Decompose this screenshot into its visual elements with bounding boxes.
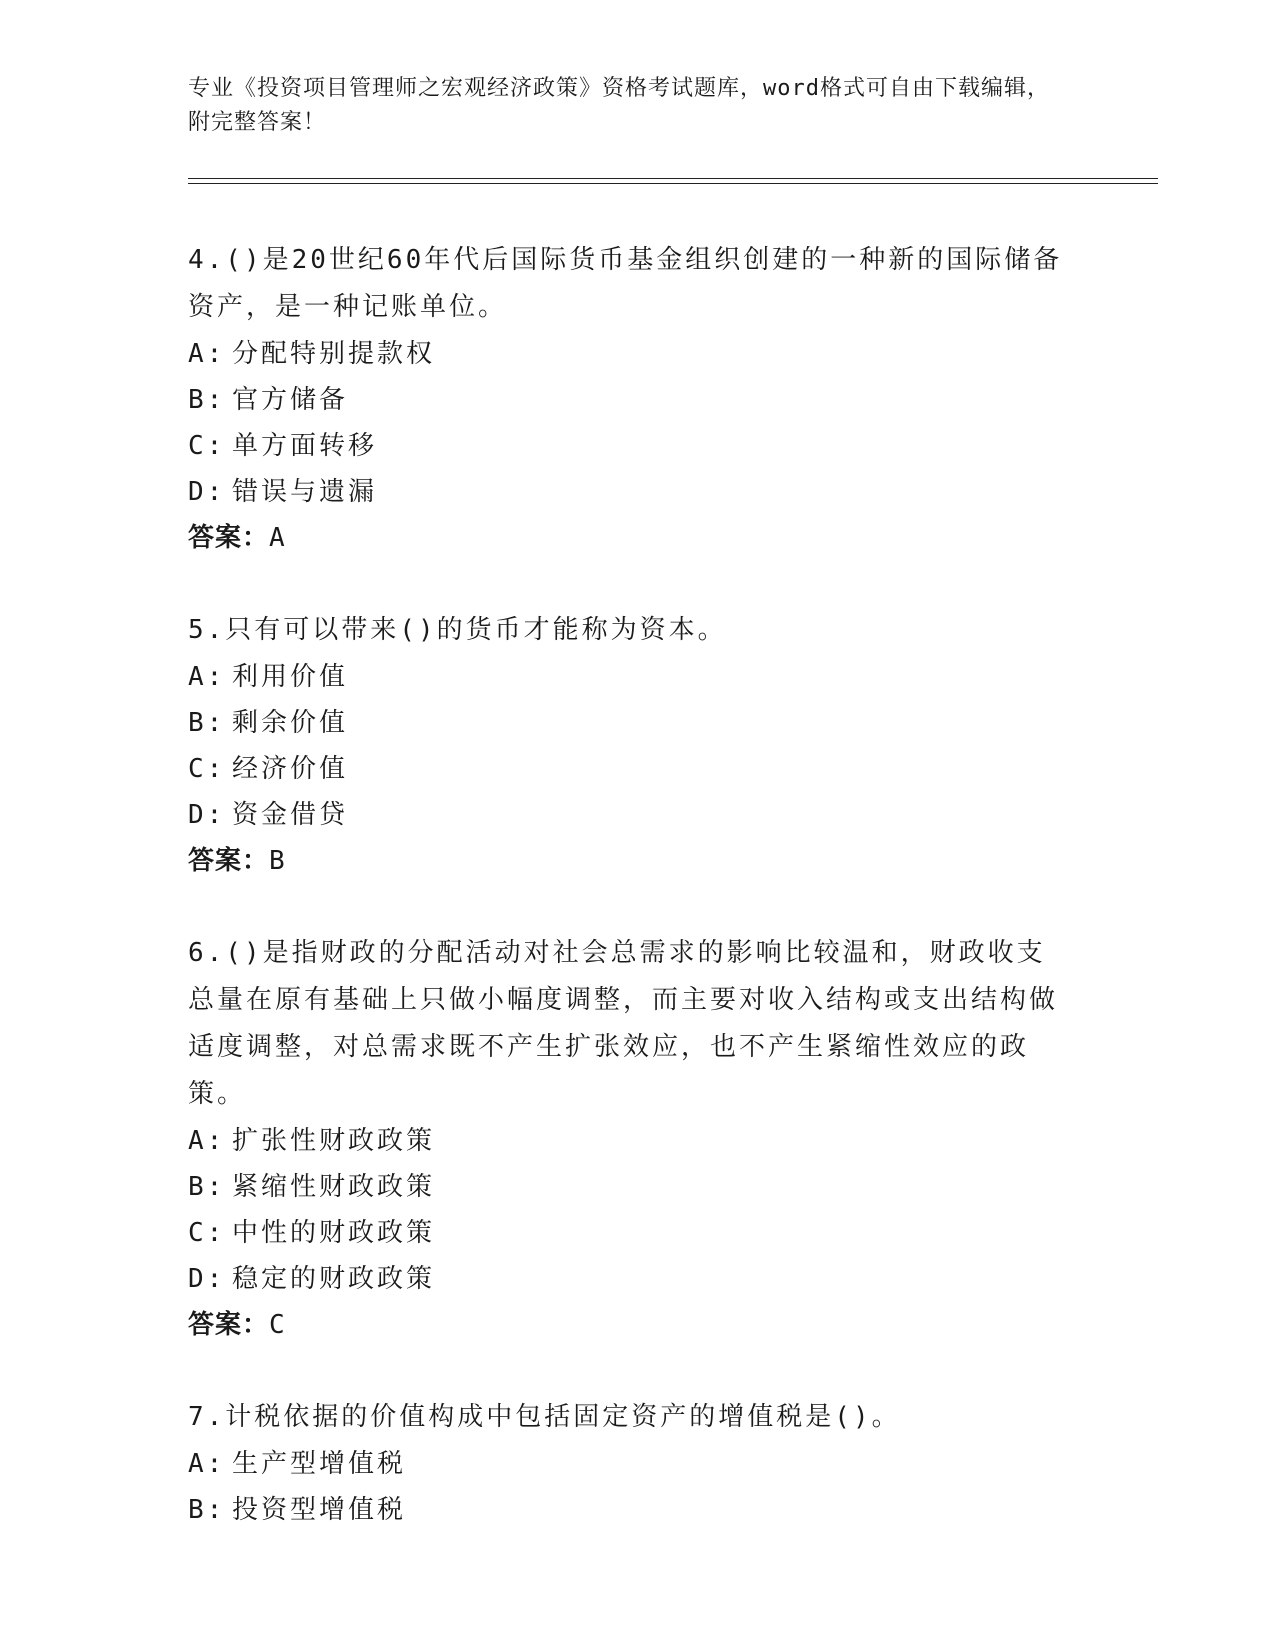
option-letter: C: [188, 754, 226, 784]
option-text: 资金借贷 [232, 800, 349, 830]
answer-value: C [269, 1310, 286, 1340]
option-text: 错误与遗漏 [232, 477, 378, 507]
option-a [188, 654, 1068, 700]
option-letter: D: [188, 1264, 226, 1294]
answer-line [188, 1302, 1068, 1348]
header-divider-top [188, 178, 1158, 179]
answer-label: 答案： [188, 846, 270, 876]
option-text: 利用价值 [232, 662, 349, 692]
option-text: 投资型增值税 [232, 1495, 407, 1525]
answer-label: 答案： [188, 523, 270, 553]
option-b [188, 1487, 1068, 1533]
option-letter: B: [188, 385, 226, 415]
option-letter: A: [188, 1126, 226, 1156]
option-letter: C: [188, 1218, 226, 1248]
option-a [188, 1441, 1068, 1487]
option-a [188, 331, 1068, 377]
option-d [188, 792, 1068, 838]
option-letter: A: [188, 1449, 226, 1479]
header-divider-bottom [188, 183, 1158, 184]
question-stem: 5.只有可以带来()的货币才能称为资本。 [188, 615, 727, 645]
option-c [188, 423, 1068, 469]
question-stem: 7.计税依据的价值构成中包括固定资产的增值税是()。 [188, 1402, 901, 1432]
option-d [188, 469, 1068, 515]
question-5 [188, 607, 1068, 884]
option-b [188, 377, 1068, 423]
option-letter: A: [188, 662, 226, 692]
question-list [188, 237, 1068, 1579]
answer-value: A [269, 523, 286, 553]
option-text: 稳定的财政政策 [232, 1264, 436, 1294]
option-a [188, 1118, 1068, 1164]
option-c [188, 1210, 1068, 1256]
question-6 [188, 930, 1068, 1348]
option-text: 中性的财政政策 [232, 1218, 436, 1248]
question-7 [188, 1394, 1068, 1533]
option-letter: B: [188, 708, 226, 738]
option-text: 剩余价值 [232, 708, 349, 738]
option-text: 分配特别提款权 [232, 339, 436, 369]
answer-line [188, 515, 1068, 561]
option-b [188, 700, 1068, 746]
option-letter: D: [188, 800, 226, 830]
option-c [188, 746, 1068, 792]
option-letter: A: [188, 339, 226, 369]
question-4 [188, 237, 1068, 561]
option-letter: B: [188, 1172, 226, 1202]
option-letter: C: [188, 431, 226, 461]
option-b [188, 1164, 1068, 1210]
option-letter: D: [188, 477, 226, 507]
option-letter: B: [188, 1495, 226, 1525]
question-stem: 6.()是指财政的分配活动对社会总需求的影响比较温和，财政收支总量在原有基础上只做小幅度调整，而主要对收入结构或支出结构做适度调整，对总需求既不产生扩张效应，也不产生紧缩性效应的政策。 [188, 938, 1059, 1109]
option-text: 生产型增值税 [232, 1449, 407, 1479]
option-d [188, 1256, 1068, 1302]
question-stem: 4.()是20世纪60年代后国际货币基金组织创建的一种新的国际储备资产，是一种记账单位。 [188, 245, 1063, 322]
option-text: 扩张性财政政策 [232, 1126, 436, 1156]
document-header: 专业《投资项目管理师之宏观经济政策》资格考试题库，word格式可自由下载编辑，附完整答案！ [188, 76, 1050, 135]
answer-line [188, 838, 1068, 884]
option-text: 经济价值 [232, 754, 349, 784]
answer-label: 答案： [188, 1310, 270, 1340]
option-text: 单方面转移 [232, 431, 378, 461]
option-text: 官方储备 [232, 385, 349, 415]
option-text: 紧缩性财政政策 [232, 1172, 436, 1202]
answer-value: B [269, 846, 286, 876]
